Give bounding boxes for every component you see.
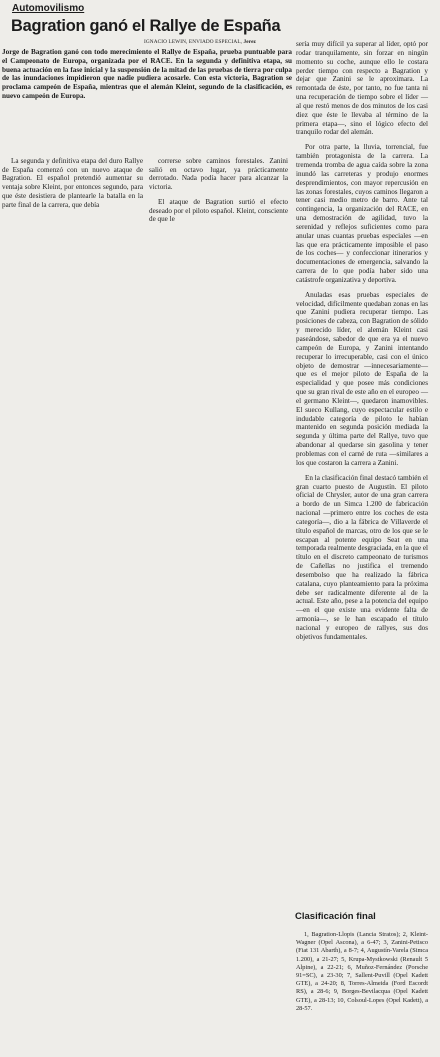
paragraph: El ataque de Bagration surtió el efecto deseado por el piloto español. Kleint, consciente de que le: [149, 197, 288, 224]
lead-paragraph: Jorge de Bagration ganó con todo merecimiento el Rallye de España, prueba puntuable para el Campeonato de Europa, organizada por el RACE. En la segunda y definitiva etapa, su buena actuación en la fase inicial y la suspensión de la mitad de las pruebas de tierra por culpa de las inundaciones impidieron que nadie pudiera acosarle. Con esta victoria, Bagration se proclama campeón de España, mientras que el alemán Kleint, segundo de la clasificación, es nuevo campeón de Europa.: [2, 48, 292, 100]
paragraph: Anuladas esas pruebas especiales de velocidad, difícilmente quedaban zonas en las que Zanini pudiera recuperar tiempo. Las posiciones de cabeza, con Bagration de sólido y merecido líder, el alemán Kleint casi paseándose, sabedor de que era ya el nuevo campeón de Europa, y Zanini intentando recuperar lo irrecuperable, casi con el único objeto de demostrar —innecesariamente— que es el mejor piloto de España de la especialidad y que posee más condiciones que su gran rival de este año en el europeo —el germano Kleint—, quedaron inamovibles. El sueco Kullang, cuyo espectacular estilo e indudable categoría de piloto le habían mantenido en segunda posición mediada la segunda y última parte del Rallye, tuvo que abandonar al quedarse sin gasolina y tener problemas con el carné de ruta —similares a los que costaron la carrera a Zanini.: [296, 290, 428, 467]
headline: Bagration ganó el Rallye de España: [11, 17, 281, 35]
byline-author: IGNACIO LEWIN, ENVIADO ESPECIAL,: [144, 39, 243, 45]
body-column-2: [149, 157, 288, 230]
section-label: Automovilismo: [12, 3, 85, 14]
classification-title: Clasificación final: [295, 911, 376, 922]
byline-place: Jerez: [243, 39, 256, 45]
classification-list: 1, Bagration-Llopis (Lancia Stratos); 2, Kleint-Wagner (Opel Ascona), a 6-47; 3, Zanini-Petisco (Fiat 131 Abarth), a 8-7; 4, Augustín-Varela (Simca 1.200), a 21-27; 5, Krupa-Mystkowski (Renault 5 Alpine), a 22-21; 6, Muñoz-Fernández (Porsche 91=SC), a 23-30; 7, Sallent-Puvill (Opel Kadett GTE), a 24-20; 8, Torres-Almeida (Ford Escordt RS), a 28-6; 9, Borges-Bevilacqua (Opel Kadett GTE), a 28-13; 10, Colsoul-Lopes (Opel Kadett), a 28-57.: [296, 931, 428, 1012]
paragraph: En la clasificación final destacó también el gran cuarto puesto de Augustín. El piloto oficial de Chrysler, autor de una gran carrera a bordo de un Simca 1.200 de fabricación nacional —primero entre los coches de esta categoría—, dio a la fábrica de Villaverde el título español de marcas, otro de los que se le escapan al potente equipo Seat en una temporada realmente desgraciada, en la que el título en el discreto campeonato de turismos de Cañellas no justifica el tremendo desembolso que ha realizado la fábrica catalana, cuyo planteamiento para la próxima debe ser radicalmente diferente al de la actual. Este año, pese a la potencia del equipo —en el que existe una evidente falta de armonía—, se le han escapado el título nacional y europeo de rallyes, sus dos objetivos fundamentales.: [296, 473, 428, 641]
paragraph: correrse sobre caminos forestales. Zanini salió en octavo lugar, ya prácticamente derrotado. Nada podía hacer para alcanzar la victoria.: [149, 157, 288, 192]
byline: [144, 39, 256, 45]
paragraph: La segunda y definitiva etapa del duro Rallye de España comenzó con un nuevo ataque de Bagration. El español pretendió aumentar su ventaja sobre Kleint, por entonces segundo, para que éste desistiera de plantearle la batalla en la parte final de la carrera, que debía: [2, 157, 143, 209]
body-column-3: [296, 40, 428, 648]
paragraph: sería muy difícil ya superar al líder, optó por rodar tranquilamente, sin forzar en ningún momento su coche, aunque ello le costara perder tiempo con respecto a Bagration y dejar que Zanini se le aproximara. La remontada de éste, por tanto, no fue tanta ni una recuperación de tiempo sobre el líder —al que restó menos de dos minutos de los casi diez que éste le llevaba al término de la primera etapa—, sino el lógico efecto del tranquilo rodar del alemán.: [296, 40, 428, 137]
body-column-1: [2, 157, 143, 215]
paragraph: Por otra parte, la lluvia, torrencial, fue también protagonista de la carrera. La tremenda tromba de agua caída sobre la zona inundó las carreteras y produjo enormes desprendimientos, con mayor repercusión en las zonas forestales, cuyos caminos llegaron a tener casi medio metro de barro. Ante tal contingencia, la organización del RACE, en una demostración de agilidad, tuvo la serenidad y reflejos suficientes como para anular unas cuantas pruebas especiales —en las que era prácticamente imposible el paso de los coches— y confeccionar itinerarios y documentaciones de emergencia, salvando la carrera de lo que podía haber sido una catástrofe organizativa y deportiva.: [296, 143, 428, 284]
article: [8, 3, 434, 36]
